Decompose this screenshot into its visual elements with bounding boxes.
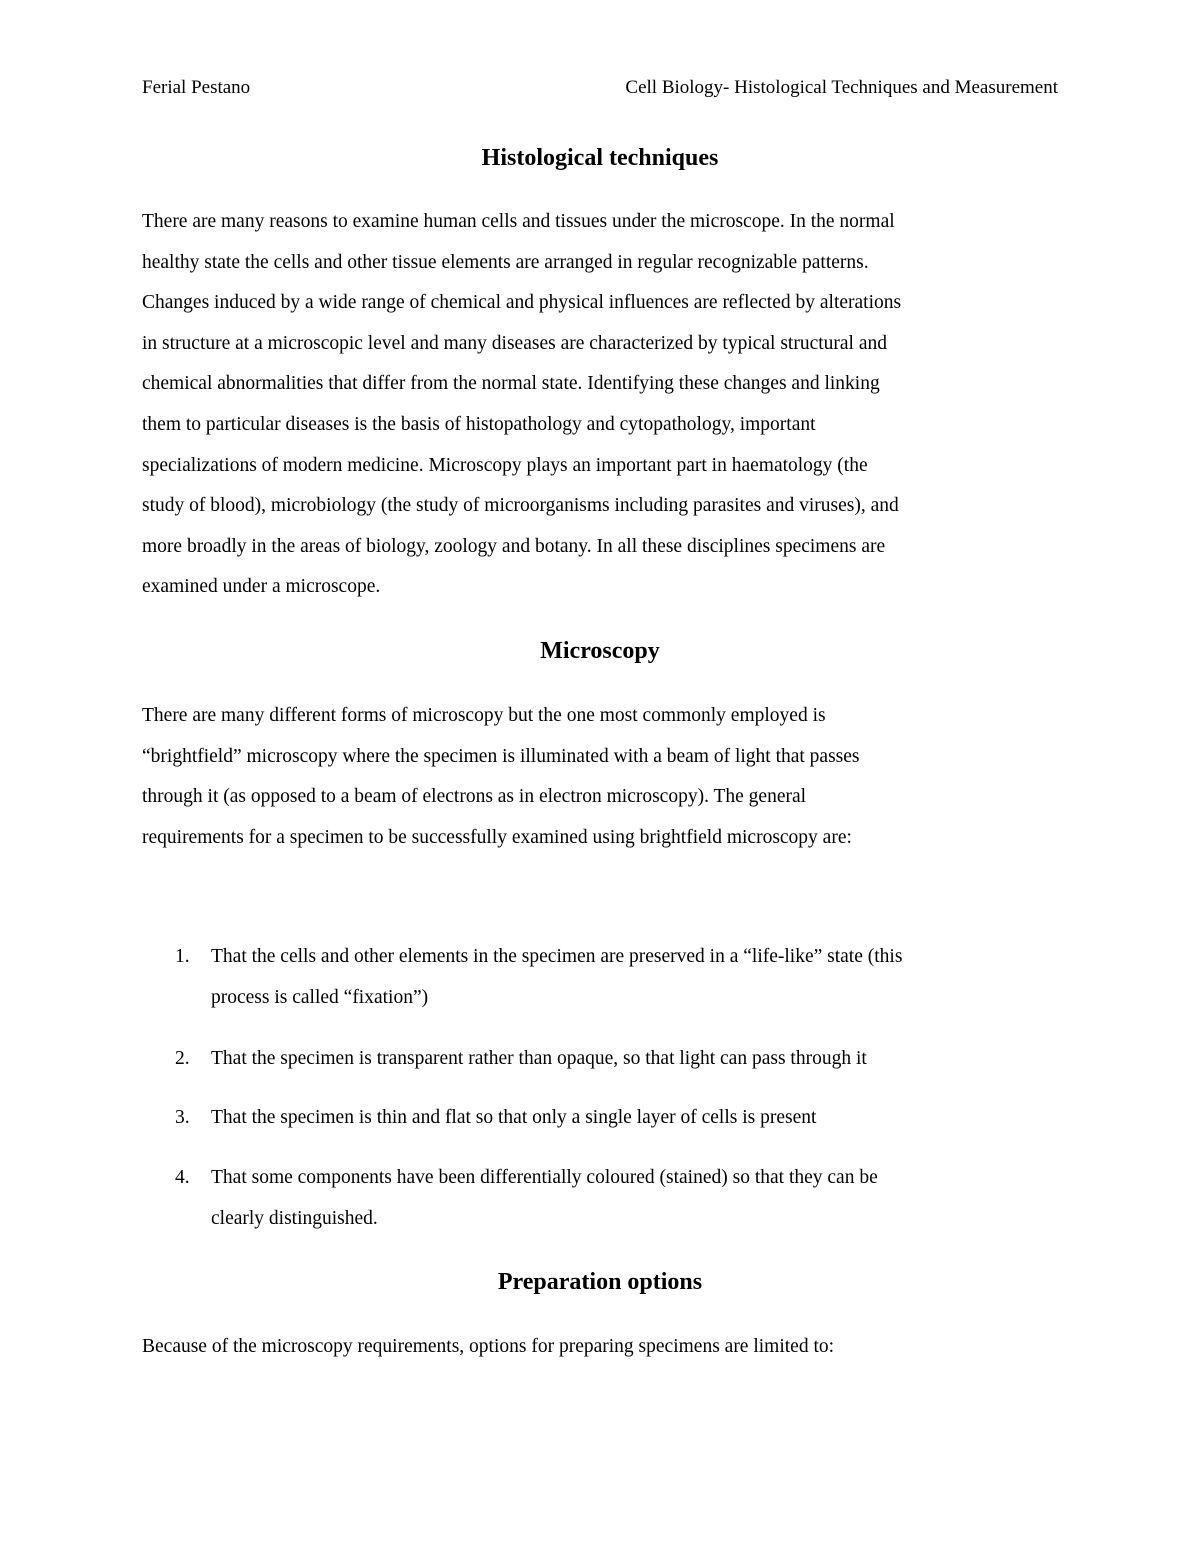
- paragraph-line: in structure at a microscopic level and many diseases are characterized by typical structural and: [142, 332, 888, 354]
- paragraph-line: “brightfield” microscopy where the specimen is illuminated with a beam of light that passes: [142, 745, 860, 767]
- list-line: That the specimen is transparent rather than opaque, so that light can pass through it: [211, 1048, 867, 1069]
- paragraph-line: through it (as opposed to a beam of electrons as in electron microscopy). The general: [142, 786, 807, 808]
- paragraph-line: more broadly in the areas of biology, zoology and botany. In all these disciplines specimens are: [142, 535, 886, 557]
- list-line: That the specimen is thin and flat so that only a single layer of cells is present: [211, 1107, 817, 1128]
- list-number: 4.: [175, 1167, 190, 1188]
- heading-preparation-options: Preparation options: [497, 1269, 703, 1295]
- paragraph-preparation-intro: [142, 1327, 1062, 1368]
- paragraph-line: requirements for a specimen to be successfully examined using brightfield microscopy are:: [142, 826, 852, 848]
- paragraph-line: specializations of modern medicine. Microscopy plays an important part in haematology (the: [142, 454, 868, 476]
- paragraph-line: examined under a microscope.: [142, 576, 381, 598]
- list-item-text: [211, 1039, 867, 1080]
- paragraph-line: healthy state the cells and other tissue elements are arranged in regular recognizable patterns.: [142, 251, 869, 273]
- paragraph-line: them to particular diseases is the basis of histopathology and cytopathology, important: [142, 413, 816, 435]
- list-number: 2.: [175, 1048, 190, 1069]
- paragraph-microscopy-intro: [142, 696, 1062, 858]
- list-line: That the cells and other elements in the specimen are preserved in a “life-like” state (this: [211, 946, 903, 967]
- list-line: clearly distinguished.: [211, 1207, 378, 1229]
- paragraph-line: Because of the microscopy requirements, options for preparing specimens are limited to:: [142, 1336, 835, 1357]
- paragraph-line: There are many reasons to examine human cells and tissues under the microscope. In the normal: [142, 211, 895, 232]
- page-header: [142, 74, 1058, 102]
- header-author: Ferial Pestano: [142, 77, 251, 98]
- paragraph-line: study of blood), microbiology (the study of microorganisms including parasites and viruses), and: [142, 495, 899, 517]
- list-item-text: [211, 1098, 816, 1139]
- paragraph-line: Changes induced by a wide range of chemical and physical influences are reflected by alterations: [142, 292, 902, 314]
- list-line: process is called “fixation”): [211, 986, 429, 1008]
- list-item-text: [211, 937, 902, 1018]
- paragraph-line: There are many different forms of microscopy but the one most commonly employed is: [142, 705, 826, 726]
- paragraph-line: chemical abnormalities that differ from the normal state. Identifying these changes and linking: [142, 373, 880, 395]
- header-course-title: Cell Biology- Histological Techniques and Measurement: [625, 77, 1058, 98]
- heading-histological-techniques: Histological techniques: [481, 145, 719, 171]
- list-number: 3.: [175, 1107, 190, 1128]
- list-line: That some components have been differentially coloured (stained) so that they can be: [211, 1167, 878, 1188]
- list-number: 1.: [175, 946, 190, 967]
- heading-microscopy: Microscopy: [540, 638, 660, 664]
- list-item-text: [211, 1158, 878, 1239]
- paragraph-histological-intro: [142, 202, 1062, 608]
